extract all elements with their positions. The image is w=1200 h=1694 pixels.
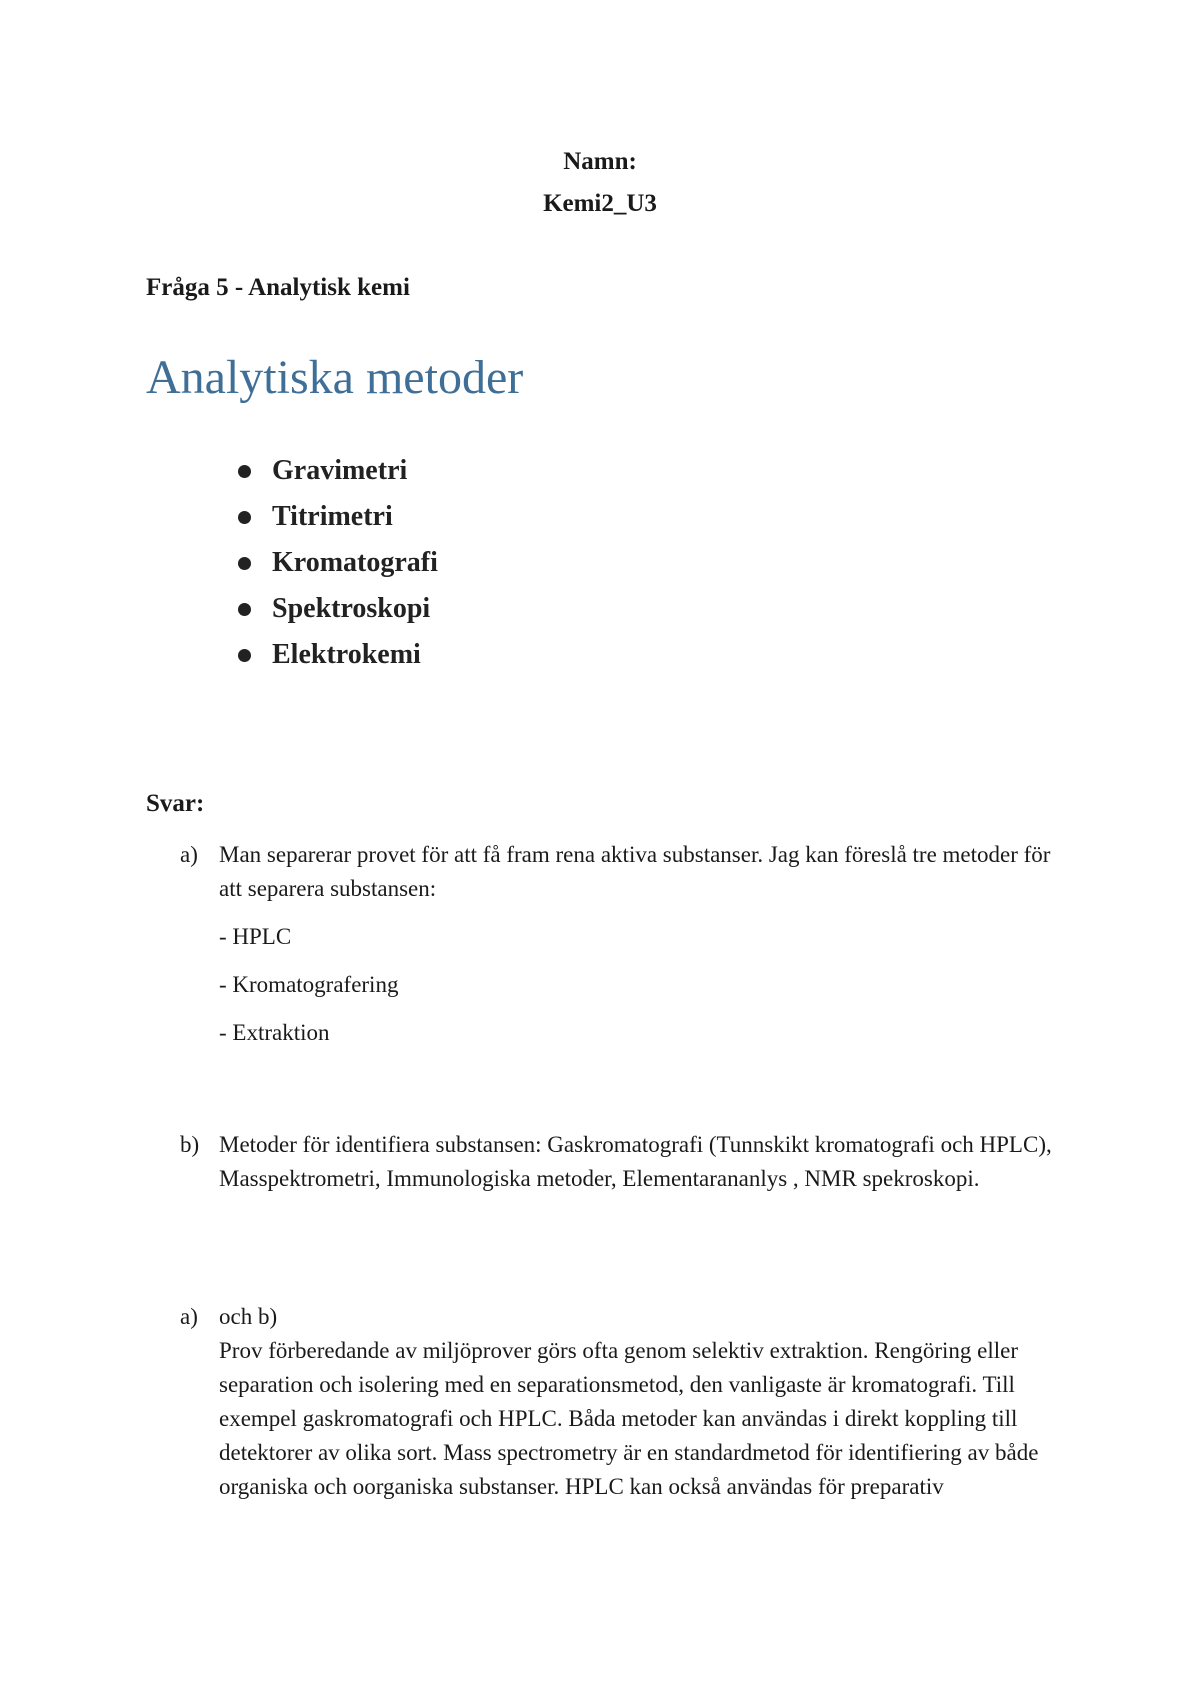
bullet-icon [238, 465, 251, 478]
name-label: Namn: [563, 148, 637, 175]
method-label: Gravimetri [272, 455, 408, 486]
sub-list-item: - HPLC [219, 924, 292, 949]
course-code: Kemi2_U3 [543, 190, 657, 217]
sub-list-item: - Extraktion [219, 1020, 330, 1045]
bullet-icon [238, 511, 251, 524]
method-label: Elektrokemi [272, 639, 421, 670]
list-item [238, 448, 438, 494]
bullet-icon [238, 603, 251, 616]
bullet-icon [238, 649, 251, 662]
answer-text: Prov förberedande av miljöprover görs ofta genom selektiv extraktion. Rengöring eller separation och isolering med en separationsmetod, den vanligaste är kromatografi. Till exempel gaskromatografi och HPLC. Båda metoder kan användas i direkt koppling till detektorer av olika sort. Mass spectrometry är en standardmetod för identifiering av både organiska och oorganiska substanser. HPLC kan också användas för preparativ [219, 1338, 1039, 1499]
item-marker: a) [180, 842, 198, 867]
item-marker: b) [180, 1132, 200, 1157]
list-item [238, 494, 438, 540]
answer-item-a [180, 838, 1060, 1050]
section-heading: Analytiska metoder [146, 351, 524, 404]
answer-item-b [180, 1128, 1060, 1196]
list-item [238, 540, 438, 586]
method-label: Titrimetri [272, 501, 393, 532]
item-marker: a) [180, 1304, 198, 1329]
answer-label: Svar: [146, 790, 205, 817]
bullet-icon [238, 557, 251, 570]
list-item [238, 586, 438, 632]
answer-item-combined [180, 1300, 1060, 1504]
method-label: Kromatografi [272, 547, 438, 578]
sub-list-item: - Kromatografering [219, 972, 399, 997]
answer-text: Man separerar provet för att få fram rena aktiva substanser. Jag kan föreslå tre metoder för att separera substansen: [219, 842, 1051, 901]
methods-list [238, 448, 438, 678]
method-label: Spektroskopi [272, 593, 431, 624]
answer-subtitle: och b) [219, 1304, 278, 1329]
answer-text: Metoder för identifiera substansen: Gaskromatografi (Tunnskikt kromatografi och HPLC), Masspektrometri, Immunologiska metoder, Elementarananlys , NMR spekroskopi. [219, 1132, 1052, 1191]
question-title: Fråga 5 - Analytisk kemi [146, 274, 410, 301]
list-item [238, 632, 438, 678]
